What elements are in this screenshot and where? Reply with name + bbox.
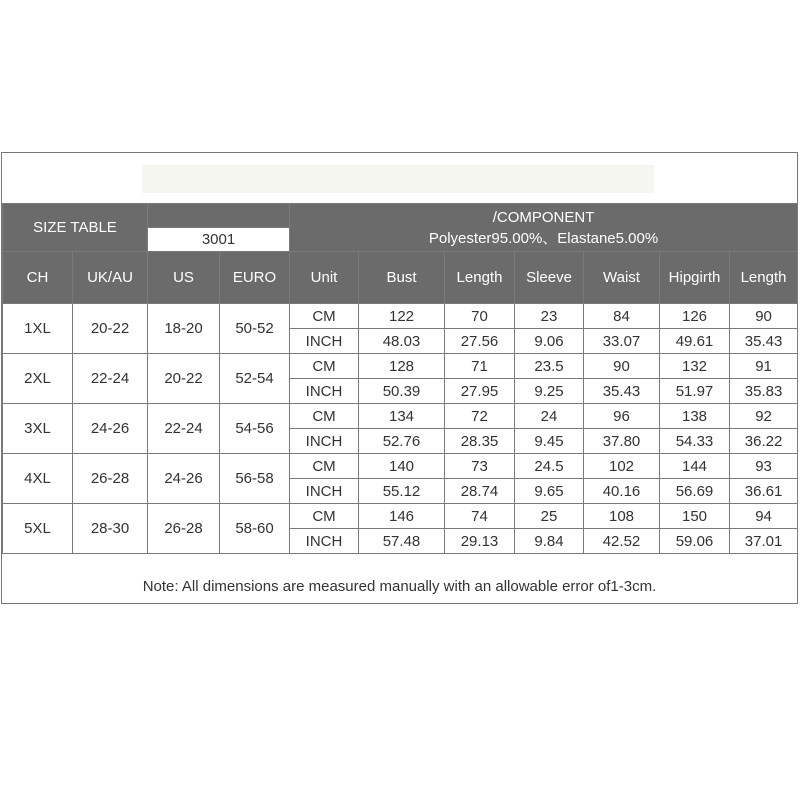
- measurement-cell: 57.48: [359, 529, 445, 554]
- measurement-cell: 23: [515, 304, 584, 329]
- measurement-cell: 96: [584, 404, 660, 429]
- size-uk-au: 24-26: [73, 404, 148, 454]
- table-row: [3, 304, 798, 329]
- size-ch: 1XL: [3, 304, 73, 354]
- measurement-cell: 92: [730, 404, 798, 429]
- table-row: [3, 454, 798, 479]
- component-title: /COMPONENT: [492, 208, 595, 226]
- unit-cell: CM: [290, 454, 359, 479]
- unit-cell: INCH: [290, 329, 359, 354]
- measurement-cell: 40.16: [584, 479, 660, 504]
- measurement-cell: 24: [515, 404, 584, 429]
- size-us: 26-28: [148, 504, 220, 554]
- measurement-cell: 132: [660, 354, 730, 379]
- measurement-cell: 27.56: [445, 329, 515, 354]
- measurement-cell: 52.76: [359, 429, 445, 454]
- column-header-euro: EURO: [220, 252, 290, 304]
- measurement-cell: 134: [359, 404, 445, 429]
- column-header-unit: Unit: [290, 252, 359, 304]
- size-euro: 52-54: [220, 354, 290, 404]
- measurement-cell: 35.83: [730, 379, 798, 404]
- component-value: Polyester95.00%、Elastane5.00%: [428, 229, 659, 247]
- size-euro: 56-58: [220, 454, 290, 504]
- measurement-cell: 54.33: [660, 429, 730, 454]
- unit-cell: CM: [290, 354, 359, 379]
- measurement-cell: 55.12: [359, 479, 445, 504]
- measurement-cell: 84: [584, 304, 660, 329]
- column-header-sleeve: Sleeve: [515, 252, 584, 304]
- measurement-cell: 33.07: [584, 329, 660, 354]
- column-header-ch: CH: [3, 252, 73, 304]
- measurement-cell: 9.45: [515, 429, 584, 454]
- unit-cell: INCH: [290, 529, 359, 554]
- measurement-cell: 91: [730, 354, 798, 379]
- column-header-row: [3, 252, 798, 304]
- measurement-note: Note: All dimensions are measured manually with an allowable error of1-3cm.: [142, 578, 657, 595]
- measurement-cell: 140: [359, 454, 445, 479]
- unit-cell: INCH: [290, 379, 359, 404]
- table-row: [3, 354, 798, 379]
- column-header-waist: Waist: [584, 252, 660, 304]
- measurement-cell: 126: [660, 304, 730, 329]
- measurement-cell: 28.35: [445, 429, 515, 454]
- measurement-cell: 138: [660, 404, 730, 429]
- size-euro: 50-52: [220, 304, 290, 354]
- measurement-cell: 25: [515, 504, 584, 529]
- top-banner-strip: [142, 165, 654, 193]
- measurement-cell: 74: [445, 504, 515, 529]
- measurement-cell: 9.65: [515, 479, 584, 504]
- measurement-cell: 70: [445, 304, 515, 329]
- size-uk-au: 28-30: [73, 504, 148, 554]
- table-row: [3, 504, 798, 529]
- size-uk-au: 26-28: [73, 454, 148, 504]
- size-euro: 58-60: [220, 504, 290, 554]
- size-us: 18-20: [148, 304, 220, 354]
- size-us: 20-22: [148, 354, 220, 404]
- measurement-cell: 71: [445, 354, 515, 379]
- size-us: 24-26: [148, 454, 220, 504]
- size-ch: 5XL: [3, 504, 73, 554]
- measurement-cell: 150: [660, 504, 730, 529]
- measurement-cell: 37.01: [730, 529, 798, 554]
- size-table: [2, 203, 798, 554]
- measurement-cell: 48.03: [359, 329, 445, 354]
- measurement-cell: 37.80: [584, 429, 660, 454]
- measurement-cell: 35.43: [730, 329, 798, 354]
- measurement-cell: 50.39: [359, 379, 445, 404]
- measurement-cell: 51.97: [660, 379, 730, 404]
- unit-cell: INCH: [290, 479, 359, 504]
- measurement-cell: 94: [730, 504, 798, 529]
- size-ch: 4XL: [3, 454, 73, 504]
- measurement-cell: 73: [445, 454, 515, 479]
- component-header: [290, 204, 798, 252]
- column-header-uk-au: UK/AU: [73, 252, 148, 304]
- measurement-cell: 102: [584, 454, 660, 479]
- measurement-cell: 59.06: [660, 529, 730, 554]
- measurement-cell: 28.74: [445, 479, 515, 504]
- measurement-cell: 122: [359, 304, 445, 329]
- measurement-cell: 9.06: [515, 329, 584, 354]
- table-row: [3, 404, 798, 429]
- measurement-cell: 49.61: [660, 329, 730, 354]
- measurement-cell: 56.69: [660, 479, 730, 504]
- measurement-cell: 144: [660, 454, 730, 479]
- measurement-cell: 9.25: [515, 379, 584, 404]
- measurement-cell: 90: [584, 354, 660, 379]
- column-header-bust: Bust: [359, 252, 445, 304]
- column-header-length-2: Length: [730, 252, 798, 304]
- measurement-cell: 9.84: [515, 529, 584, 554]
- size-table-title: SIZE TABLE: [3, 204, 148, 252]
- measurement-cell: 128: [359, 354, 445, 379]
- measurement-cell: 108: [584, 504, 660, 529]
- size-euro: 54-56: [220, 404, 290, 454]
- unit-cell: CM: [290, 404, 359, 429]
- size-ch: 2XL: [3, 354, 73, 404]
- measurement-cell: 146: [359, 504, 445, 529]
- measurement-cell: 24.5: [515, 454, 584, 479]
- unit-cell: CM: [290, 504, 359, 529]
- measurement-cell: 36.61: [730, 479, 798, 504]
- unit-cell: CM: [290, 304, 359, 329]
- measurement-cell: 35.43: [584, 379, 660, 404]
- size-ch: 3XL: [3, 404, 73, 454]
- size-chart: [1, 152, 798, 604]
- column-header-us: US: [148, 252, 220, 304]
- column-header-hipgirth: Hipgirth: [660, 252, 730, 304]
- measurement-cell: 72: [445, 404, 515, 429]
- size-table-body: [3, 304, 798, 554]
- style-code-header: [148, 204, 290, 228]
- measurement-cell: 90: [730, 304, 798, 329]
- measurement-cell: 23.5: [515, 354, 584, 379]
- size-us: 22-24: [148, 404, 220, 454]
- measurement-cell: 42.52: [584, 529, 660, 554]
- unit-cell: INCH: [290, 429, 359, 454]
- measurement-cell: 29.13: [445, 529, 515, 554]
- size-uk-au: 20-22: [73, 304, 148, 354]
- measurement-cell: 27.95: [445, 379, 515, 404]
- measurement-cell: 36.22: [730, 429, 798, 454]
- measurement-cell: 93: [730, 454, 798, 479]
- style-code: 3001: [148, 228, 290, 252]
- size-uk-au: 22-24: [73, 354, 148, 404]
- column-header-length: Length: [445, 252, 515, 304]
